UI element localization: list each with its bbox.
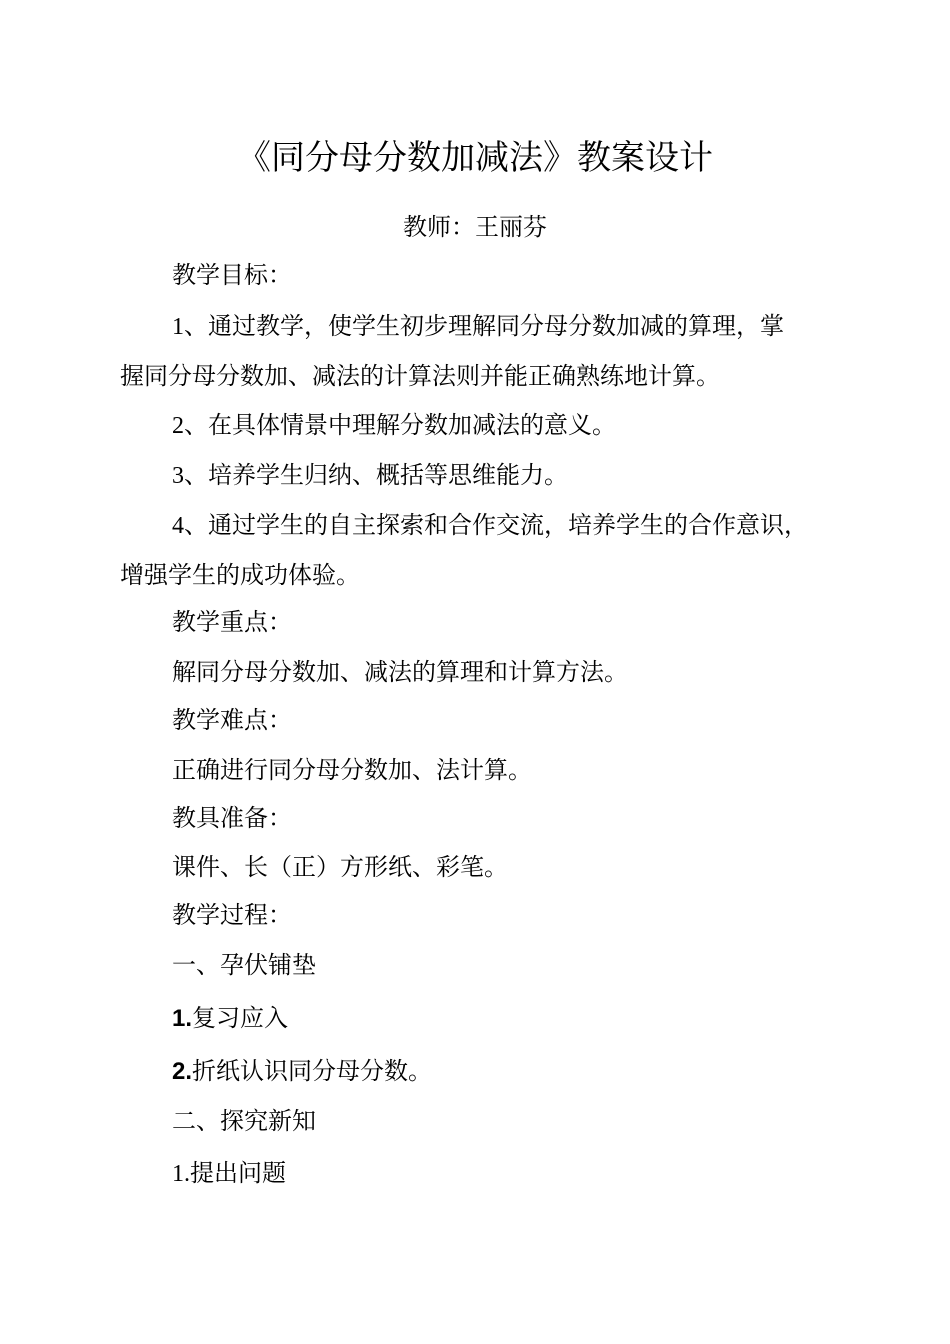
key-points-heading: 教学重点： [172, 608, 292, 636]
teacher-line: 教师：王丽芬 [403, 213, 547, 241]
goals-heading: 教学目标： [172, 261, 292, 289]
step-3 [172, 1157, 840, 1190]
difficulty-text: 正确进行同分母分数加、法计算。 [172, 756, 532, 784]
goal-3-text: 、培养学生归纳、概括等思维能力。 [184, 461, 568, 489]
document-title: 《同分母分数加减法》教案设计 [237, 138, 713, 178]
goal-1-line-1 [172, 310, 840, 343]
goal-4-text: 、通过学生的自主探索和合作交流，培养学生的合作意识， [184, 511, 808, 539]
step-1 [172, 1002, 840, 1035]
goal-4-line-2: 增强学生的成功体验。 [120, 561, 360, 589]
tools-heading: 教具准备： [172, 804, 292, 832]
goal-2 [172, 409, 840, 442]
tools-text: 课件、长（正）方形纸、彩笔。 [172, 853, 508, 881]
goal-1-number: 1 [172, 314, 184, 340]
goal-1-text: 、通过教学，使学生初步理解同分母分数加减的算理，掌 [184, 312, 784, 340]
key-points-text: 解同分母分数加、减法的算理和计算方法。 [172, 658, 628, 686]
step-2 [172, 1055, 840, 1088]
goal-2-number: 2 [172, 413, 184, 439]
step-1-number: 1. [172, 1005, 193, 1032]
section-1-heading: 一、孕伏铺垫 [172, 951, 316, 979]
goal-4-number: 4 [172, 513, 184, 539]
difficulty-heading: 教学难点： [172, 706, 292, 734]
step-2-number: 2. [172, 1058, 193, 1085]
goal-3-number: 3 [172, 463, 184, 489]
goal-1-line-2: 握同分母分数加、减法的计算法则并能正确熟练地计算。 [120, 362, 720, 390]
process-heading: 教学过程： [172, 901, 292, 929]
goal-4-line-1 [172, 509, 840, 542]
step-1-text: 复习应入 [192, 1004, 289, 1032]
step-3-number: 1. [172, 1161, 190, 1187]
section-2-heading: 二、探究新知 [172, 1107, 316, 1135]
goal-2-text: 、在具体情景中理解分数加减法的意义。 [184, 411, 616, 439]
goal-3 [172, 459, 840, 492]
step-3-text: 提出问题 [190, 1159, 286, 1187]
step-2-text: 折纸认识同分母分数。 [192, 1057, 433, 1085]
